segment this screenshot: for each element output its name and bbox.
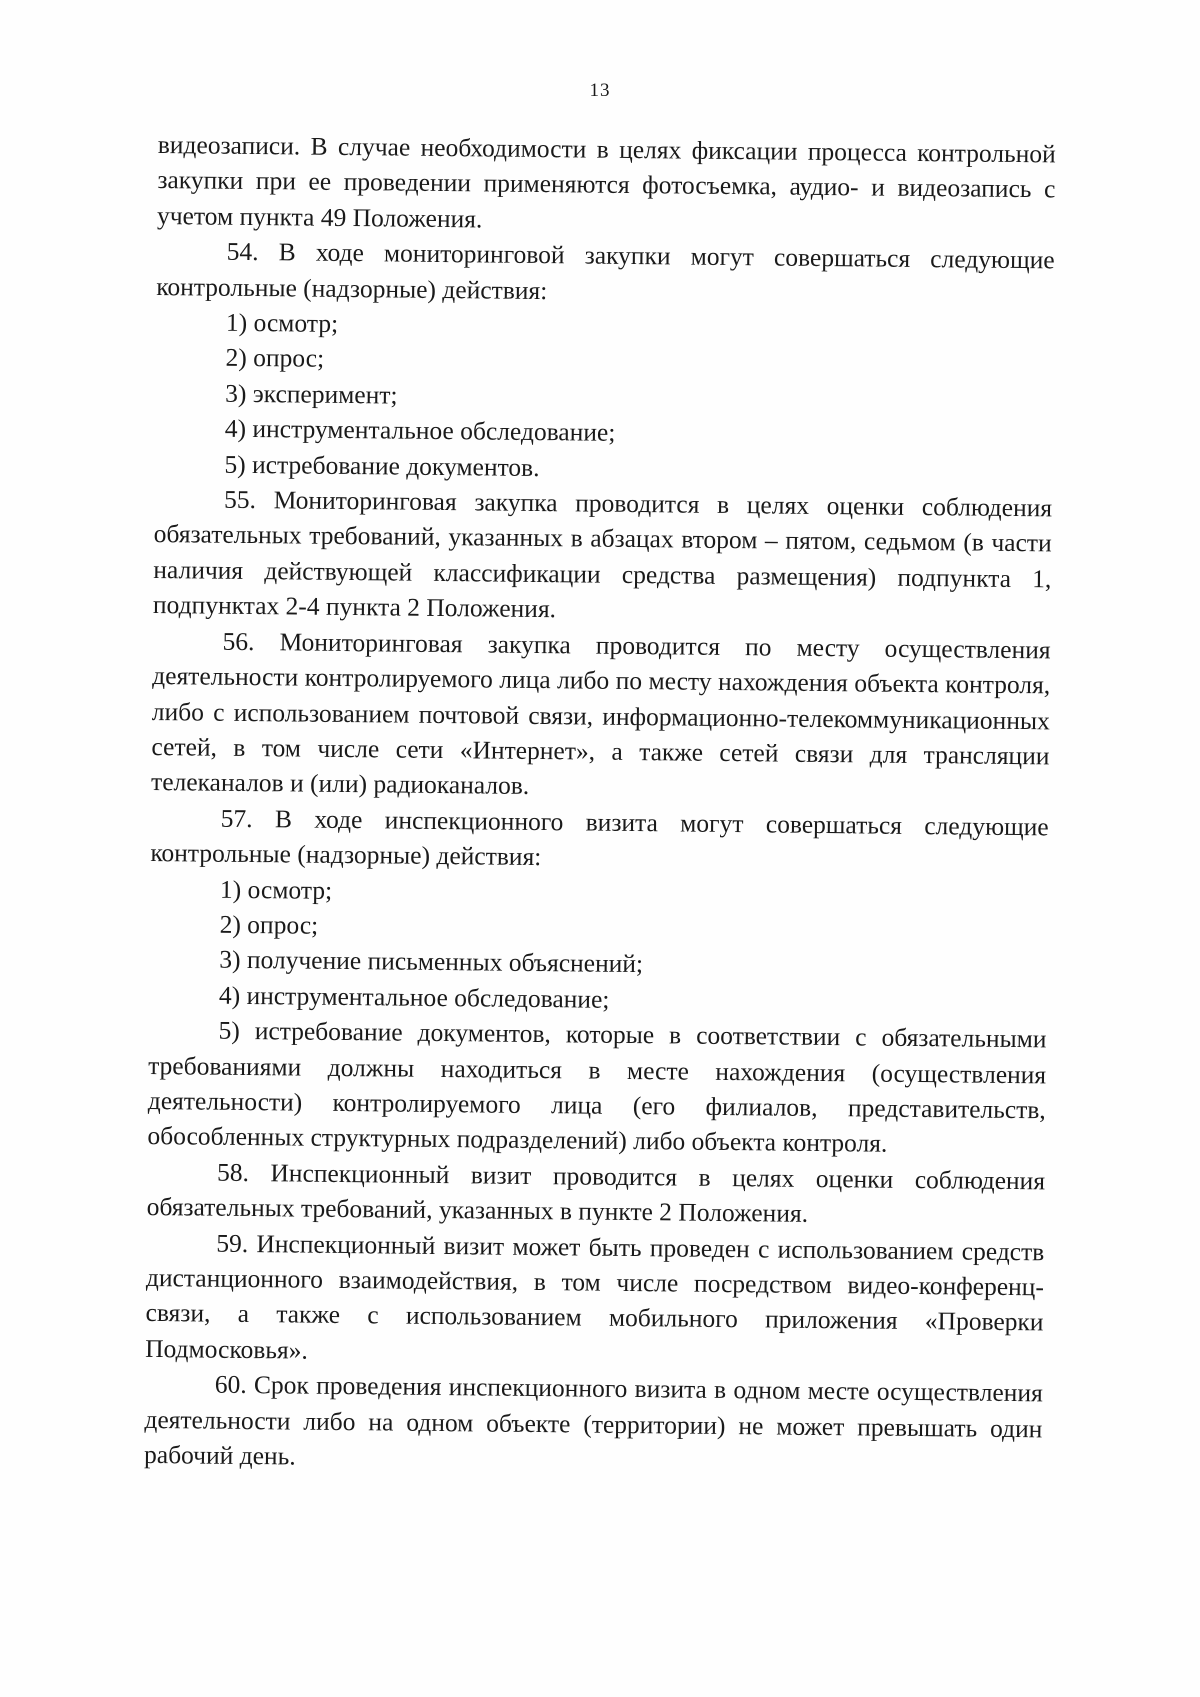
list-item: 5) истребование документов. bbox=[224, 449, 540, 482]
list-item: 2) опрос; bbox=[219, 909, 319, 940]
list-item-long: 5) истребование документов, которые в соответствии с обязательными требованиями должны находиться в месте нахождения (осуществления деятельности) контролируемого лица (его филиалов, представительств, обособленных структурных подразделений) либо объекта контроля. bbox=[147, 1015, 1047, 1159]
paragraph-59: 59. Инспекционный визит может быть проведен с использованием средств дистанционного взаимодействия, в том числе посредством видео-конференц-связи, а также с использованием мобильного приложения «Проверки Подмосковья». bbox=[145, 1228, 1045, 1365]
list-item: 4) инструментальное обследование; bbox=[218, 980, 610, 1014]
list-item: 1) осмотр; bbox=[219, 874, 333, 905]
paragraph-60: 60. Срок проведения инспекционного визита в одном месте осуществления деятельности либо на одном объекте (территории) не может превышать один рабочий день. bbox=[143, 1369, 1043, 1471]
document-body bbox=[144, 127, 1056, 1482]
paragraph-56: 56. Мониторинговая закупка проводится по месту осуществления деятельности контролируемого лица либо по месту нахождения объекта контроля, либо с использованием почтовой связи, информационно-телекоммуникационных сетей, в том числе сети «Интернет», а также сетей связи для трансляции телеканалов и (или) радиоканалов. bbox=[150, 626, 1051, 801]
list-item: 1) осмотр; bbox=[225, 307, 339, 338]
paragraph-54: 54. В ходе мониторинговой закупки могут совершаться следующие контрольные (надзорные) действия: bbox=[156, 236, 1055, 305]
list-item: 4) инструментальное обследование; bbox=[224, 413, 616, 448]
list-item: 3) получение письменных объяснений; bbox=[219, 945, 644, 979]
list-item: 3) эксперимент; bbox=[225, 378, 398, 410]
paragraph-continuation: видеозаписи. В случае необходимости в целях фиксации процесса контрольной закупки при ее проведении применяются фотосъемка, аудио- и видеозапись с учетом пункта 49 Положения. bbox=[156, 129, 1056, 234]
paragraph-58: 58. Инспекционный визит проводится в целях оценки соблюдения обязательных требований, указанных в пункте 2 Положения. bbox=[146, 1157, 1046, 1229]
paragraph-55: 55. Мониторинговая закупка проводится в целях оценки соблюдения обязательных требований, указанных в абзацах втором – пятом, седьмом (в части наличия действующей классификации средства размещения) подпункта 1, подпунктах 2-4 пункта 2 Положения. bbox=[152, 484, 1053, 624]
paragraph-57: 57. В ходе инспекционного визита могут совершаться следующие контрольные (надзорные) действия: bbox=[150, 803, 1049, 872]
list-item: 2) опрос; bbox=[225, 343, 325, 374]
page-number: 13 bbox=[589, 80, 611, 101]
